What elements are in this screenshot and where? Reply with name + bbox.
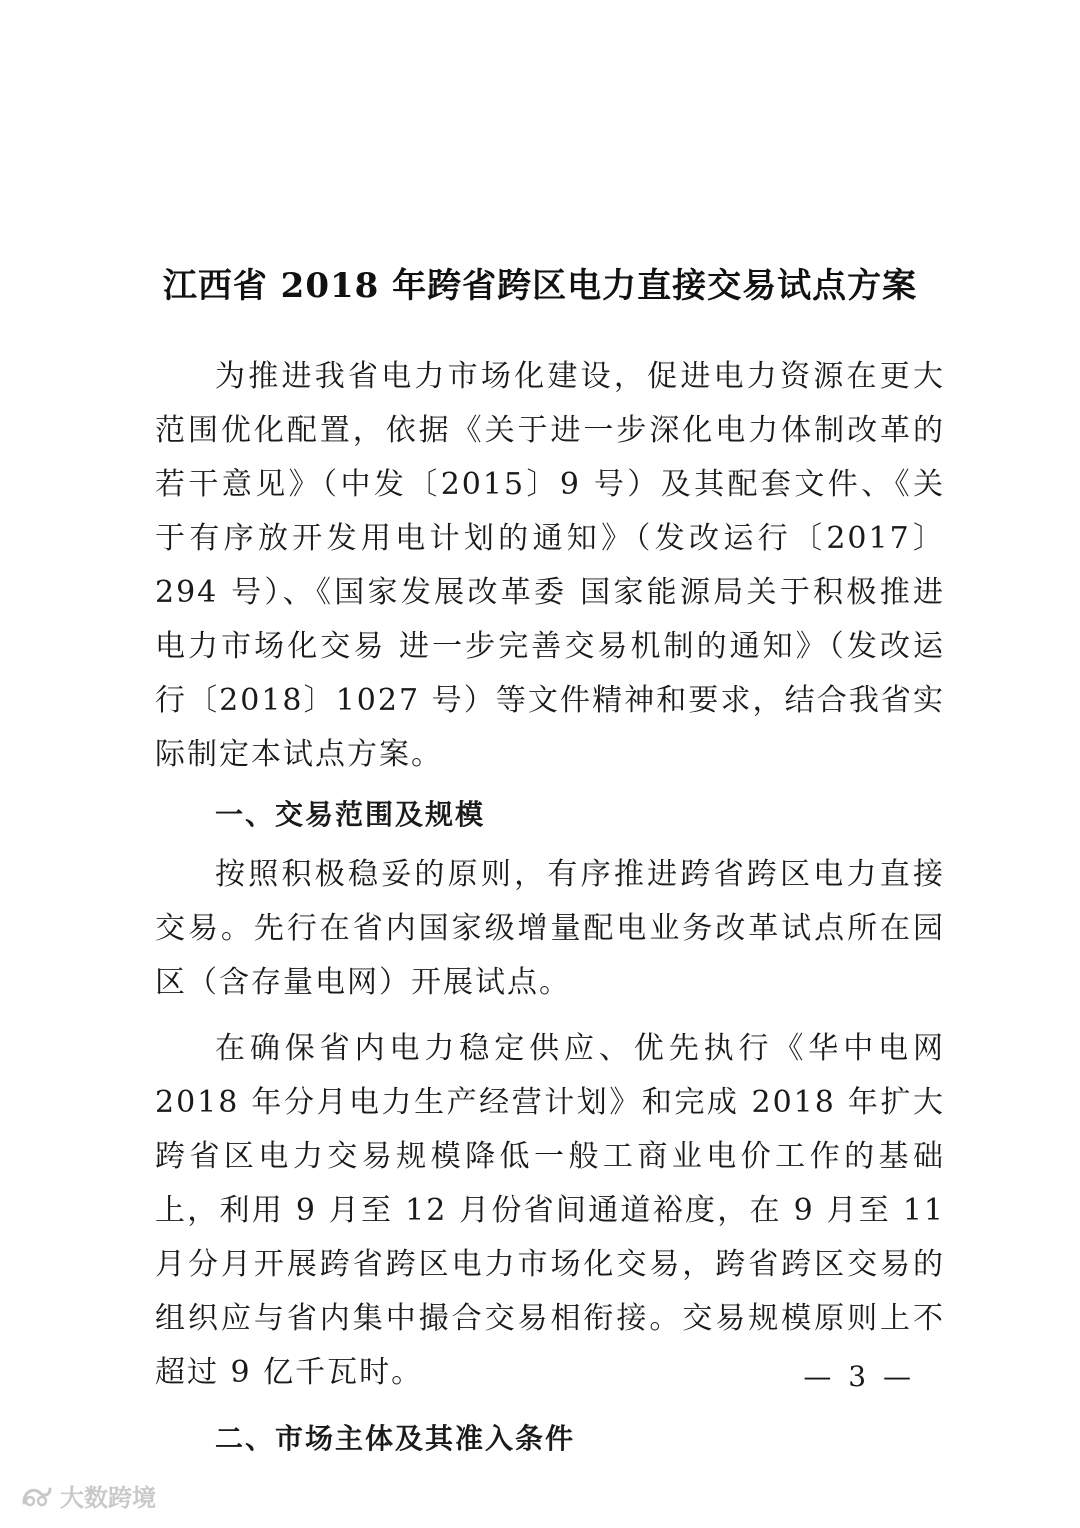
section-1-heading: 一、交易范围及规模 <box>215 798 486 831</box>
section-2-heading: 二、市场主体及其准入条件 <box>215 1422 576 1455</box>
intro-paragraph: 为推进我省电力市场化建设，促进电力资源在更大范围优化配置，依据《关于进一步深化电力体制改革的若干意见》（中发〔2015〕9 号）及其配套文件、《关于有序放开发用电计划的通知》（发改运行〔2017〕294 号）、《国家发展改革委 国家能源局关于积极推进电力市场化交易 进一步完善交易机制的通知》（发改运行〔2018〕1027 号）等文件精神和要求，结合我省实际制定本试点方案。 <box>155 359 945 772</box>
document-body <box>155 350 945 1466</box>
page-number: — 3 — <box>803 1360 915 1393</box>
section-1-paragraph-2: 在确保省内电力稳定供应、优先执行《华中电网 2018 年分月电力生产经营计划》和完成 2018 年扩大跨省区电力交易规模降低一般工商业电价工作的基础上，利用 9 月至 12 月份省间通道裕度，在 9 月至 11 月分月开展跨省跨区电力市场化交易，跨省跨区交易的组织应与省内集中撮合交易相衔接。交易规模原则上不超过 9 亿千瓦时。 <box>155 1031 945 1390</box>
watermark-text: 大数跨境 <box>60 1484 156 1512</box>
document-title: 江西省 2018 年跨省跨区电力直接交易试点方案 <box>162 266 918 306</box>
section-1-paragraph-1: 按照积极稳妥的原则，有序推进跨省跨区电力直接交易。先行在省内国家级增量配电业务改革试点所在园区（含存量电网）开展试点。 <box>155 857 945 1000</box>
watermark <box>20 1478 156 1513</box>
brand-logo-icon <box>20 1483 54 1509</box>
